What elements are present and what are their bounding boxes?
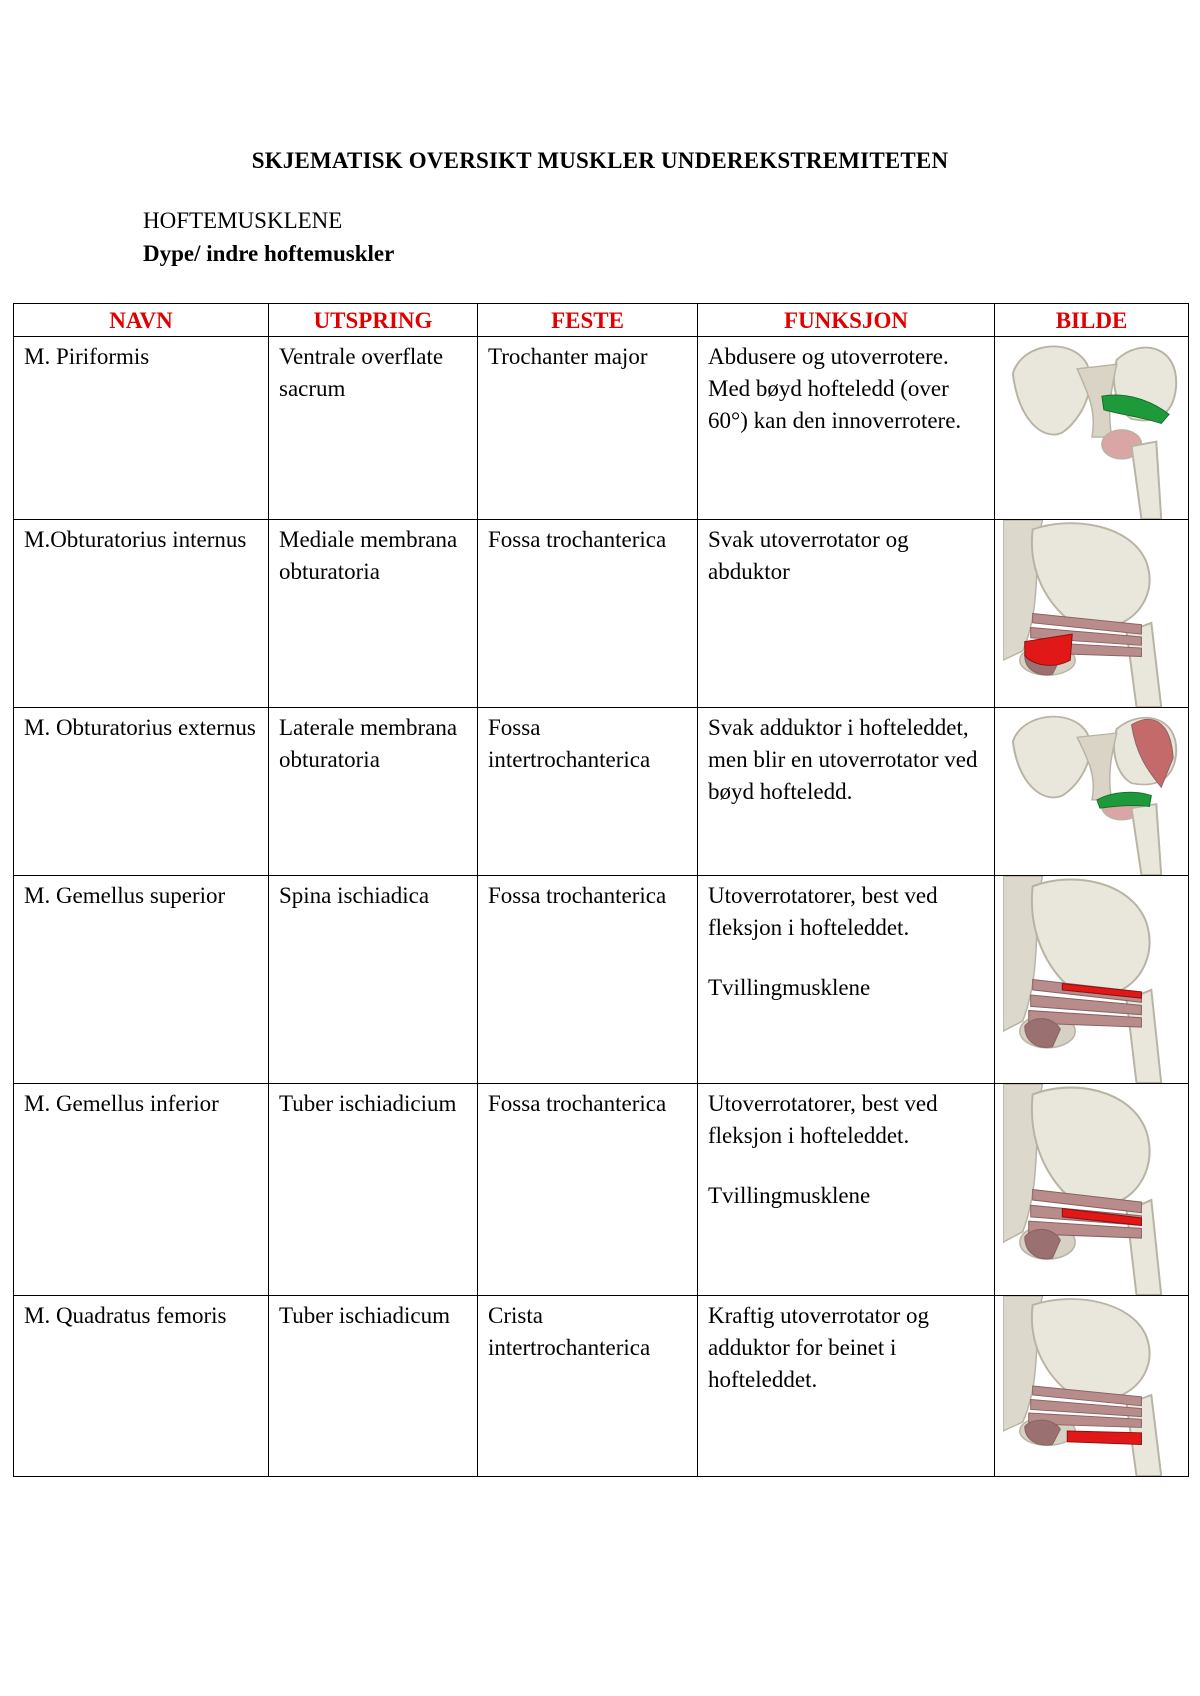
hip-gemellus-inferior-illustration <box>1003 1084 1181 1295</box>
cell-name: M. Quadratus femoris <box>14 1296 269 1477</box>
cell-image <box>995 876 1189 1084</box>
cell-insertion: Trochanter major <box>478 337 698 520</box>
cell-insertion: Fossa trochanterica <box>478 1084 698 1296</box>
table-row <box>14 520 1189 708</box>
cell-origin: Laterale membrana obturatoria <box>269 708 478 876</box>
cell-name: M. Gemellus superior <box>14 876 269 1084</box>
cell-function <box>698 337 995 520</box>
cell-image <box>995 708 1189 876</box>
cell-name: M. Obturatorius externus <box>14 708 269 876</box>
function-note: Tvillingmusklene <box>708 975 871 1000</box>
cell-image <box>995 1296 1189 1477</box>
cell-function <box>698 1084 995 1296</box>
header-function: FUNKSJON <box>698 304 995 337</box>
header-name: NAVN <box>14 304 269 337</box>
cell-function <box>698 520 995 708</box>
cell-origin: Mediale membrana obturatoria <box>269 520 478 708</box>
cell-image <box>995 337 1189 520</box>
subsection-heading: Dype/ indre hoftemuskler <box>143 241 395 266</box>
cell-function <box>698 876 995 1084</box>
header-origin: UTSPRING <box>269 304 478 337</box>
section-heading: HOFTEMUSKLENE <box>143 208 343 233</box>
function-text: Kraftig utoverrotator og adduktor for beinet i hofteleddet. <box>708 1303 929 1392</box>
table-row <box>14 708 1189 876</box>
header-insertion: FESTE <box>478 304 698 337</box>
cell-name: M. Gemellus inferior <box>14 1084 269 1296</box>
table-row <box>14 337 1189 520</box>
hip-gemellus-superior-illustration <box>1003 876 1181 1083</box>
table-row <box>14 1296 1189 1477</box>
table-row <box>14 876 1189 1084</box>
pelvis-piriformis-illustration <box>1003 337 1181 519</box>
cell-insertion: Fossa intertrochanterica <box>478 708 698 876</box>
function-note: Tvillingmusklene <box>708 1183 871 1208</box>
function-text: Abdusere og utoverrotere. Med bøyd hofteledd (over 60°) kan den innoverrotere. <box>708 344 962 433</box>
header-row <box>14 304 1189 337</box>
hip-quadratus-femoris-illustration <box>1003 1296 1181 1476</box>
function-text: Svak utoverrotator og abduktor <box>708 527 909 584</box>
table-row <box>14 1084 1189 1296</box>
cell-origin: Tuber ischiadicium <box>269 1084 478 1296</box>
cell-origin: Tuber ischiadicum <box>269 1296 478 1477</box>
document-title: SKJEMATISK OVERSIKT MUSKLER UNDEREKSTREMITETEN <box>251 148 949 173</box>
cell-function <box>698 708 995 876</box>
hip-obturator-internus-illustration <box>1003 520 1181 707</box>
pelvis-obturator-externus-illustration <box>1003 708 1181 875</box>
cell-origin: Spina ischiadica <box>269 876 478 1084</box>
cell-function <box>698 1296 995 1477</box>
cell-insertion: Fossa trochanterica <box>478 520 698 708</box>
header-image: BILDE <box>995 304 1189 337</box>
muscle-table <box>13 303 1189 1477</box>
cell-insertion: Crista intertrochanterica <box>478 1296 698 1477</box>
cell-insertion: Fossa trochanterica <box>478 876 698 1084</box>
function-text: Utoverrotatorer, best ved fleksjon i hofteleddet. <box>708 883 938 940</box>
function-text: Utoverrotatorer, best ved fleksjon i hofteleddet. <box>708 1091 938 1148</box>
cell-origin: Ventrale overflate sacrum <box>269 337 478 520</box>
cell-name: M. Piriformis <box>14 337 269 520</box>
cell-image <box>995 1084 1189 1296</box>
function-text: Svak adduktor i hofteleddet, men blir en utoverrotator ved bøyd hofteledd. <box>708 715 978 804</box>
cell-image <box>995 520 1189 708</box>
cell-name: M.Obturatorius internus <box>14 520 269 708</box>
